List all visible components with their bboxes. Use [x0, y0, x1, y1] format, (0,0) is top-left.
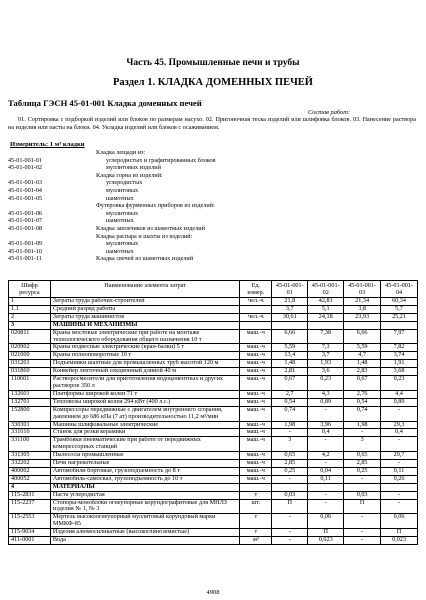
- cell-value: 0,03: [272, 491, 308, 499]
- cell-value: 1,48: [272, 360, 308, 368]
- cell-value: 3,74: [381, 352, 418, 360]
- cell-value: 29,7: [381, 452, 418, 460]
- cell-value: 2,83: [344, 368, 381, 376]
- cell-value: -: [308, 406, 344, 421]
- cell-value: -: [272, 475, 308, 483]
- cell-value: 1,91: [381, 360, 418, 368]
- cell-value: -: [308, 460, 344, 468]
- cell-value: 0,03: [344, 491, 381, 499]
- cell-unit: маш.-ч: [240, 398, 272, 406]
- cell-value: -: [272, 429, 308, 437]
- cell-unit: [240, 483, 272, 491]
- cell-unit: маш.-ч: [240, 352, 272, 360]
- composition-heading: Состав работ:: [307, 109, 350, 116]
- cell-value: 0,023: [308, 537, 344, 545]
- cell-code: 110601: [9, 376, 51, 391]
- cell-code: 4: [9, 483, 51, 491]
- cell-value: 3,8: [344, 305, 381, 313]
- cell-value: -: [272, 529, 308, 537]
- cell-code: 3: [9, 321, 51, 329]
- resource-table: [8, 280, 418, 545]
- cell-value: 3,7: [272, 305, 308, 313]
- cell-value: 24,18: [308, 313, 344, 321]
- code-list-text: шамотных: [106, 194, 134, 202]
- cell-value: -: [272, 537, 308, 545]
- cell-name: Стопоры-моноблоки огнеупорные корундографитовые для МНЛЗ изделия № 1, № 3: [50, 499, 239, 514]
- cell-name: Печи нагревательные: [50, 460, 239, 468]
- code-list-code: 45-01-001-03: [8, 179, 43, 187]
- cell-value: 0,23: [381, 376, 418, 391]
- cell-value: 6,66: [272, 329, 308, 344]
- cell-value: 30,61: [272, 313, 308, 321]
- cell-name: МАШИНЫ И МЕХАНИЗМЫ: [50, 321, 239, 329]
- page-number: 4908: [206, 589, 220, 596]
- composition-text: 01. Сортировка с подборкой изделий или блоков по размерам насухо. 02. Пригоночная теска изделий или шлифовка блоков. 03. Нанесение раствора на изделия или пасты на блоки. 04. Укладка изделий или блоков с осаживанием.: [8, 116, 416, 132]
- cell-value: 0,25: [272, 467, 308, 475]
- cell-name: Подъемники шахтные для промышленных труб высотой 120 м: [50, 360, 239, 368]
- cell-code: 400052: [9, 475, 51, 483]
- cell-unit: маш.-ч: [240, 452, 272, 460]
- cell-value: 3,6: [308, 368, 344, 376]
- cell-value: 3,96: [308, 421, 344, 429]
- cell-unit: [240, 321, 272, 329]
- cell-unit: т: [240, 491, 272, 499]
- cell-name: Изделия алюмосиликатные (высокоглиноземистые): [50, 529, 239, 537]
- cell-value: 5,1: [308, 305, 344, 313]
- cell-name: Затраты труда машинистов: [50, 313, 239, 321]
- cell-value: [272, 321, 308, 329]
- cell-value: 0,67: [272, 376, 308, 391]
- cell-unit: маш.-ч: [240, 390, 272, 398]
- cell-code: 330301: [9, 421, 51, 429]
- cell-value: 0,74: [272, 406, 308, 421]
- table-row: [9, 491, 418, 499]
- cell-value: П: [381, 529, 418, 537]
- cell-name: Станок для резки керамики: [50, 429, 239, 437]
- header-name: Наименование элемента затрат: [50, 281, 239, 298]
- cell-unit: чел.-ч: [240, 298, 272, 306]
- cell-value: 2,85: [344, 460, 381, 468]
- cell-value: 5,7: [381, 305, 418, 313]
- cell-value: 0,04: [308, 467, 344, 475]
- cell-code: 031860: [9, 368, 51, 376]
- cell-value: 2,85: [272, 460, 308, 468]
- meter-unit-text: Измеритель: 1 м³ кладки: [10, 141, 85, 148]
- cell-value: 0,4: [381, 429, 418, 437]
- cell-unit: маш.-ч: [240, 368, 272, 376]
- table-row: [9, 529, 418, 537]
- code-list-text: углеродистых и графитированных блоков: [106, 156, 216, 164]
- cell-name: Платформы широкой колеи 71 т: [50, 390, 239, 398]
- header-col-1: 45-01-001-01: [272, 281, 308, 298]
- cell-value: 7,3: [308, 344, 344, 352]
- cell-unit: маш.-ч: [240, 475, 272, 483]
- cell-value: П: [344, 499, 381, 514]
- code-list-code: 45-01-001-07: [8, 217, 43, 225]
- cell-unit: шт.: [240, 499, 272, 514]
- table-row: [9, 514, 418, 529]
- cell-name: Пылесосы промышленные: [50, 452, 239, 460]
- code-list-code: 45-01-001-04: [8, 186, 43, 194]
- cell-unit: маш.-ч: [240, 376, 272, 391]
- cell-value: 0,23: [308, 376, 344, 391]
- cell-value: -: [344, 514, 381, 529]
- cell-name: Тепловозы широкой колеи 294 кВт (400 л.с.): [50, 398, 239, 406]
- code-list-text: муллитовых: [106, 240, 139, 248]
- cell-name: Средний разряд работы: [50, 305, 239, 313]
- cell-name: Компрессоры передвижные с двигателем внутреннего сгорания, давлением до 686 кПа (7 ат) производительностью 11,2 м³/мин: [50, 406, 239, 421]
- cell-value: -: [308, 499, 344, 514]
- cell-value: 2,76: [344, 390, 381, 398]
- cell-code: 115-2237: [9, 499, 51, 514]
- cell-code: 132701: [9, 398, 51, 406]
- cell-unit: маш.-ч: [240, 467, 272, 475]
- cell-value: -: [344, 537, 381, 545]
- cell-value: 0,65: [272, 452, 308, 460]
- cell-name: Вода: [50, 537, 239, 545]
- cell-value: 7,38: [308, 329, 344, 344]
- cell-value: 1,98: [344, 421, 381, 429]
- cell-name: Машины шлифовальные электрические: [50, 421, 239, 429]
- cell-value: 3: [344, 437, 381, 452]
- cell-value: -: [381, 499, 418, 514]
- cell-code: 031201: [9, 360, 51, 368]
- cell-code: 152800: [9, 406, 51, 421]
- cell-value: 3: [272, 437, 308, 452]
- cell-value: 0,06: [308, 514, 344, 529]
- code-list-text: муллитовых изделий: [106, 164, 161, 172]
- code-list-code: 45-01-001-10: [8, 247, 43, 255]
- code-list-text: Кладка лещади из:: [96, 149, 146, 156]
- table-row: [9, 499, 418, 514]
- code-list-text: Кладка горна из изделий:: [96, 171, 163, 179]
- cell-code: 115-2831: [9, 491, 51, 499]
- cell-value: 0,89: [308, 398, 344, 406]
- cell-value: [344, 483, 381, 491]
- cell-code: 1: [9, 298, 51, 306]
- meter-unit: [10, 141, 85, 148]
- sidebar-watermark: [2, 430, 10, 580]
- cell-code: 115-2553: [9, 514, 51, 529]
- header-code: Шифр ресурса: [9, 281, 51, 298]
- cell-unit: маш.-ч: [240, 460, 272, 468]
- code-list-text: Кладка распара и шахты из изделий:: [96, 232, 193, 240]
- cell-unit: маш.-ч: [240, 360, 272, 368]
- cell-value: -: [344, 429, 381, 437]
- cell-code: 332202: [9, 460, 51, 468]
- code-list-code: 45-01-001-05: [8, 194, 43, 202]
- cell-value: 0,89: [381, 398, 418, 406]
- cell-name: Затраты труда рабочих-строителей: [50, 298, 239, 306]
- cell-value: 0,67: [344, 376, 381, 391]
- cell-value: 4,7: [344, 352, 381, 360]
- code-list-code: 45-01-001-06: [8, 209, 43, 217]
- code-list-code: 45-01-001-09: [8, 240, 43, 248]
- cell-value: 60,34: [381, 298, 418, 306]
- cell-name: Краны подвесные электрические (кран-балки) 5 т: [50, 344, 239, 352]
- cell-value: -: [381, 491, 418, 499]
- cell-value: 0,54: [344, 398, 381, 406]
- part-title: Часть 45. Промышленные печи и трубы: [126, 58, 300, 68]
- cell-name: Краны мостовые электрические при работе на монтаже технологического оборудования общего назначения 10 т: [50, 329, 239, 344]
- cell-value: -: [272, 514, 308, 529]
- cell-value: 0,11: [308, 475, 344, 483]
- cell-value: 0,26: [381, 475, 418, 483]
- cell-value: 4,2: [308, 452, 344, 460]
- cell-value: 0,023: [381, 537, 418, 545]
- code-list-text: шамотных: [106, 217, 134, 225]
- cell-value: 29,3: [381, 421, 418, 429]
- code-list-text: шамотных: [106, 247, 134, 255]
- cell-value: 2,7: [272, 390, 308, 398]
- cell-value: 5,59: [344, 344, 381, 352]
- cell-value: 6,66: [344, 329, 381, 344]
- table-row: [9, 537, 418, 545]
- cell-value: -: [381, 460, 418, 468]
- table-row: [9, 437, 418, 452]
- code-list-code: 45-01-001-02: [8, 164, 43, 172]
- cell-value: [308, 321, 344, 329]
- table-row: [9, 329, 418, 344]
- cell-value: 1,98: [272, 421, 308, 429]
- cell-code: 331100: [9, 437, 51, 452]
- cell-code: 331010: [9, 429, 51, 437]
- cell-value: 1,93: [308, 360, 344, 368]
- cell-value: 21,34: [344, 298, 381, 306]
- cell-value: 4,4: [381, 390, 418, 398]
- cell-value: 7,82: [381, 344, 418, 352]
- code-list-text: Кладка свечей из шамотных изделий: [96, 255, 194, 263]
- cell-name: Трамбовки пневматические при работе от передвижных компрессорных станций: [50, 437, 239, 452]
- table-row: [9, 483, 418, 491]
- code-list-text: углеродистых: [106, 179, 143, 187]
- table-row: [9, 406, 418, 421]
- cell-value: 25,21: [381, 313, 418, 321]
- table-body: [9, 298, 418, 545]
- cell-value: [344, 321, 381, 329]
- cell-code: 400002: [9, 467, 51, 475]
- cell-code: 2: [9, 313, 51, 321]
- cell-name: МАТЕРИАЛЫ: [50, 483, 239, 491]
- cell-value: -: [344, 529, 381, 537]
- code-list-text: муллитовых: [106, 186, 139, 194]
- cell-value: -: [381, 437, 418, 452]
- cell-value: 5,59: [272, 344, 308, 352]
- code-list-code: 45-01-001-08: [8, 224, 43, 232]
- cell-unit: маш.-ч: [240, 421, 272, 429]
- header-col-2: 45-01-001-02: [308, 281, 344, 298]
- cell-unit: маш.-ч: [240, 437, 272, 452]
- cell-name: Паста углеродистая: [50, 491, 239, 499]
- cell-value: П: [308, 529, 344, 537]
- code-list-text: Кладка заплечиков из шамотных изделий: [96, 224, 205, 232]
- cell-value: 2,81: [272, 368, 308, 376]
- cell-unit: м³: [240, 537, 272, 545]
- cell-unit: маш.-ч: [240, 344, 272, 352]
- cell-value: [381, 321, 418, 329]
- cell-value: [381, 483, 418, 491]
- cell-name: Конвейер ленточный секционный длиной 40 м: [50, 368, 239, 376]
- cell-unit: т: [240, 529, 272, 537]
- table-header-row: [9, 281, 418, 298]
- cell-unit: маш.-ч: [240, 406, 272, 421]
- cell-value: 1,48: [344, 360, 381, 368]
- cell-value: 0,25: [344, 467, 381, 475]
- cell-name: Мертель высокоогнеупорный муллитовый корундовый марки ММКФ-85: [50, 514, 239, 529]
- cell-value: -: [344, 475, 381, 483]
- cell-value: П: [272, 499, 308, 514]
- cell-name: Растворосмесители для приготовления водоцементных и других растворов 350 л: [50, 376, 239, 391]
- header-col-4: 45-01-001-04: [381, 281, 418, 298]
- cell-code: 020811: [9, 329, 51, 344]
- cell-value: 0,06: [381, 514, 418, 529]
- cell-value: 42,81: [308, 298, 344, 306]
- cell-value: 4,3: [308, 390, 344, 398]
- cell-code: 1.1: [9, 305, 51, 313]
- cell-code: 115-9034: [9, 529, 51, 537]
- cell-code: 411-0001: [9, 537, 51, 545]
- cell-code: 331305: [9, 452, 51, 460]
- cell-unit: маш.-ч: [240, 329, 272, 344]
- table-title: Таблица ГЭСН 45-01-001 Кладка доменных печей: [8, 98, 202, 108]
- cell-value: [308, 483, 344, 491]
- cell-code: 132601: [9, 390, 51, 398]
- cell-code: 021000: [9, 352, 51, 360]
- table-row: [9, 321, 418, 329]
- table-row: [9, 398, 418, 406]
- cell-name: Автомобили бортовые, грузоподъемность до 8 т: [50, 467, 239, 475]
- cell-value: -: [308, 491, 344, 499]
- cell-value: 21,8: [272, 298, 308, 306]
- section-title: Раздел 1. КЛАДКА ДОМЕННЫХ ПЕЧЕЙ: [113, 77, 313, 88]
- cell-value: 13,4: [272, 352, 308, 360]
- cell-value: 3,68: [381, 368, 418, 376]
- cell-unit: маш.-ч: [240, 429, 272, 437]
- cell-value: 0,11: [381, 467, 418, 475]
- cell-value: -: [381, 406, 418, 421]
- cell-value: 0,54: [272, 398, 308, 406]
- header-col-3: 45-01-001-03: [344, 281, 381, 298]
- cell-value: 0,65: [344, 452, 381, 460]
- header-unit: Ед. измер.: [240, 281, 272, 298]
- table-row: [9, 376, 418, 391]
- cell-value: 0,74: [344, 406, 381, 421]
- cell-value: [272, 483, 308, 491]
- cell-value: -: [308, 437, 344, 452]
- cell-value: 0,4: [308, 429, 344, 437]
- cell-value: 7,97: [381, 329, 418, 344]
- cell-unit: чел.-ч: [240, 313, 272, 321]
- cell-value: 23,93: [344, 313, 381, 321]
- code-list-code: 45-01-001-11: [8, 255, 42, 263]
- code-list-text: Футеровка фурменных приборов из изделий:: [96, 202, 215, 210]
- code-list-text: муллитовых: [106, 209, 139, 217]
- cell-value: 3,7: [308, 352, 344, 360]
- cell-name: Автомобиль-самосвал, грузоподъемность до 10 т: [50, 475, 239, 483]
- code-list-code: 45-01-001-01: [8, 156, 43, 164]
- cell-unit: т: [240, 514, 272, 529]
- cell-code: 020902: [9, 344, 51, 352]
- cell-name: Краны полноповоротные 10 т: [50, 352, 239, 360]
